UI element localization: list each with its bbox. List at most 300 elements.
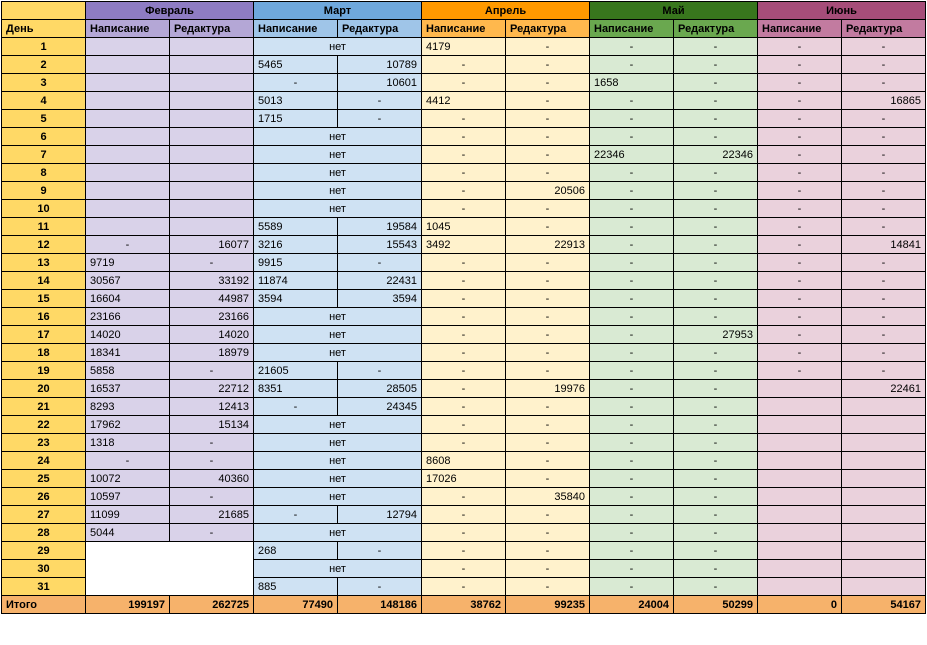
no-data-cell[interactable]: нет xyxy=(254,434,422,452)
write-cell-jun[interactable] xyxy=(758,560,842,578)
edit-cell-jun[interactable]: - xyxy=(842,254,926,272)
write-cell-mar[interactable]: 885 xyxy=(254,578,338,596)
subheader-edit-jun[interactable]: Редактура xyxy=(842,20,926,38)
write-cell-jun[interactable]: - xyxy=(758,146,842,164)
write-cell-jun[interactable] xyxy=(758,578,842,596)
edit-cell-jun[interactable] xyxy=(842,560,926,578)
edit-cell-feb[interactable]: 33192 xyxy=(170,272,254,290)
edit-cell-may[interactable]: - xyxy=(674,470,758,488)
write-cell-apr[interactable]: - xyxy=(422,380,506,398)
edit-cell-jun[interactable]: - xyxy=(842,308,926,326)
write-cell-may[interactable]: - xyxy=(590,200,674,218)
edit-cell-jun[interactable]: - xyxy=(842,128,926,146)
write-cell-feb[interactable]: 9719 xyxy=(86,254,170,272)
edit-cell-mar[interactable]: 10789 xyxy=(338,56,422,74)
write-cell-may[interactable]: - xyxy=(590,524,674,542)
total-edit-may[interactable]: 50299 xyxy=(674,596,758,614)
write-cell-feb[interactable]: 30567 xyxy=(86,272,170,290)
write-cell-apr[interactable]: - xyxy=(422,272,506,290)
edit-cell-feb[interactable] xyxy=(170,218,254,236)
edit-cell-mar[interactable]: 28505 xyxy=(338,380,422,398)
write-cell-mar[interactable]: 5013 xyxy=(254,92,338,110)
day-cell[interactable]: 14 xyxy=(2,272,86,290)
edit-cell-may[interactable]: - xyxy=(674,110,758,128)
write-cell-apr[interactable]: - xyxy=(422,56,506,74)
write-cell-jun[interactable] xyxy=(758,398,842,416)
no-data-cell[interactable]: нет xyxy=(254,452,422,470)
day-cell[interactable]: 4 xyxy=(2,92,86,110)
write-cell-apr[interactable]: - xyxy=(422,524,506,542)
write-cell-may[interactable]: - xyxy=(590,236,674,254)
edit-cell-feb[interactable]: 44987 xyxy=(170,290,254,308)
day-cell[interactable]: 29 xyxy=(2,542,86,560)
edit-cell-apr[interactable]: - xyxy=(506,452,590,470)
day-cell[interactable]: 22 xyxy=(2,416,86,434)
write-cell-feb[interactable] xyxy=(86,110,170,128)
edit-cell-apr[interactable]: - xyxy=(506,38,590,56)
edit-cell-feb[interactable]: 12413 xyxy=(170,398,254,416)
no-data-cell[interactable]: нет xyxy=(254,38,422,56)
write-cell-feb[interactable]: 18341 xyxy=(86,344,170,362)
edit-cell-may[interactable]: - xyxy=(674,164,758,182)
write-cell-apr[interactable]: - xyxy=(422,362,506,380)
edit-cell-mar[interactable]: - xyxy=(338,92,422,110)
edit-cell-apr[interactable]: - xyxy=(506,344,590,362)
day-cell[interactable]: 9 xyxy=(2,182,86,200)
edit-cell-apr[interactable]: - xyxy=(506,74,590,92)
write-cell-may[interactable]: - xyxy=(590,254,674,272)
write-cell-jun[interactable]: - xyxy=(758,254,842,272)
write-cell-apr[interactable]: - xyxy=(422,506,506,524)
edit-cell-feb[interactable]: 23166 xyxy=(170,308,254,326)
day-cell[interactable]: 27 xyxy=(2,506,86,524)
month-header-mar[interactable]: Март xyxy=(254,2,422,20)
month-header-jun[interactable]: Июнь xyxy=(758,2,926,20)
day-cell[interactable]: 16 xyxy=(2,308,86,326)
edit-cell-feb[interactable]: 22712 xyxy=(170,380,254,398)
no-data-cell[interactable]: нет xyxy=(254,326,422,344)
day-cell[interactable]: 25 xyxy=(2,470,86,488)
edit-cell-apr[interactable]: - xyxy=(506,326,590,344)
edit-cell-feb[interactable]: 21685 xyxy=(170,506,254,524)
write-cell-mar[interactable]: 5465 xyxy=(254,56,338,74)
edit-cell-feb[interactable] xyxy=(170,200,254,218)
edit-cell-feb[interactable]: - xyxy=(170,524,254,542)
write-cell-jun[interactable] xyxy=(758,488,842,506)
write-cell-feb[interactable] xyxy=(86,92,170,110)
write-cell-feb[interactable] xyxy=(86,164,170,182)
edit-cell-feb[interactable] xyxy=(170,92,254,110)
edit-cell-apr[interactable]: 35840 xyxy=(506,488,590,506)
write-cell-jun[interactable]: - xyxy=(758,218,842,236)
write-cell-feb[interactable]: 8293 xyxy=(86,398,170,416)
edit-cell-may[interactable]: - xyxy=(674,524,758,542)
write-cell-apr[interactable]: - xyxy=(422,434,506,452)
write-cell-jun[interactable]: - xyxy=(758,362,842,380)
total-label[interactable]: Итого xyxy=(2,596,86,614)
edit-cell-mar[interactable]: 15543 xyxy=(338,236,422,254)
day-cell[interactable]: 8 xyxy=(2,164,86,182)
write-cell-feb[interactable] xyxy=(86,146,170,164)
write-cell-jun[interactable]: - xyxy=(758,38,842,56)
write-cell-jun[interactable]: - xyxy=(758,128,842,146)
subheader-write-feb[interactable]: Написание xyxy=(86,20,170,38)
edit-cell-jun[interactable]: - xyxy=(842,272,926,290)
total-write-may[interactable]: 24004 xyxy=(590,596,674,614)
edit-cell-apr[interactable]: - xyxy=(506,542,590,560)
write-cell-mar[interactable]: 3594 xyxy=(254,290,338,308)
edit-cell-apr[interactable]: - xyxy=(506,164,590,182)
write-cell-apr[interactable]: - xyxy=(422,488,506,506)
edit-cell-mar[interactable]: - xyxy=(338,578,422,596)
edit-cell-feb[interactable]: - xyxy=(170,434,254,452)
edit-cell-may[interactable]: - xyxy=(674,362,758,380)
write-cell-may[interactable]: - xyxy=(590,290,674,308)
write-cell-apr[interactable]: - xyxy=(422,326,506,344)
no-data-cell[interactable]: нет xyxy=(254,470,422,488)
write-cell-jun[interactable]: - xyxy=(758,272,842,290)
day-cell[interactable]: 21 xyxy=(2,398,86,416)
edit-cell-jun[interactable]: - xyxy=(842,74,926,92)
edit-cell-mar[interactable]: - xyxy=(338,362,422,380)
edit-cell-jun[interactable] xyxy=(842,524,926,542)
write-cell-mar[interactable]: - xyxy=(254,74,338,92)
write-cell-feb[interactable] xyxy=(86,128,170,146)
edit-cell-may[interactable]: - xyxy=(674,344,758,362)
write-cell-feb[interactable] xyxy=(86,200,170,218)
day-cell[interactable]: 30 xyxy=(2,560,86,578)
write-cell-may[interactable]: - xyxy=(590,416,674,434)
write-cell-may[interactable]: - xyxy=(590,362,674,380)
total-edit-jun[interactable]: 54167 xyxy=(842,596,926,614)
write-cell-jun[interactable]: - xyxy=(758,164,842,182)
edit-cell-may[interactable]: - xyxy=(674,92,758,110)
edit-cell-mar[interactable]: 24345 xyxy=(338,398,422,416)
write-cell-may[interactable]: - xyxy=(590,56,674,74)
total-edit-apr[interactable]: 99235 xyxy=(506,596,590,614)
day-header[interactable]: День xyxy=(2,20,86,38)
edit-cell-jun[interactable]: - xyxy=(842,326,926,344)
no-data-cell[interactable]: нет xyxy=(254,182,422,200)
write-cell-may[interactable]: - xyxy=(590,542,674,560)
edit-cell-may[interactable]: - xyxy=(674,560,758,578)
edit-cell-apr[interactable]: - xyxy=(506,398,590,416)
no-data-cell[interactable]: нет xyxy=(254,128,422,146)
edit-cell-jun[interactable]: - xyxy=(842,56,926,74)
write-cell-jun[interactable]: - xyxy=(758,308,842,326)
edit-cell-jun[interactable] xyxy=(842,578,926,596)
write-cell-apr[interactable]: - xyxy=(422,542,506,560)
write-cell-may[interactable]: - xyxy=(590,434,674,452)
edit-cell-jun[interactable]: - xyxy=(842,164,926,182)
edit-cell-jun[interactable]: - xyxy=(842,290,926,308)
edit-cell-feb[interactable] xyxy=(170,164,254,182)
write-cell-jun[interactable]: - xyxy=(758,182,842,200)
write-cell-apr[interactable]: - xyxy=(422,128,506,146)
no-data-cell[interactable]: нет xyxy=(254,416,422,434)
total-write-jun[interactable]: 0 xyxy=(758,596,842,614)
write-cell-jun[interactable]: - xyxy=(758,74,842,92)
edit-cell-jun[interactable]: - xyxy=(842,344,926,362)
empty-area-feb[interactable] xyxy=(86,542,254,596)
edit-cell-jun[interactable]: - xyxy=(842,182,926,200)
edit-cell-may[interactable]: - xyxy=(674,488,758,506)
edit-cell-feb[interactable]: 15134 xyxy=(170,416,254,434)
write-cell-jun[interactable] xyxy=(758,380,842,398)
edit-cell-apr[interactable]: - xyxy=(506,92,590,110)
day-cell[interactable]: 15 xyxy=(2,290,86,308)
write-cell-feb[interactable]: 10597 xyxy=(86,488,170,506)
write-cell-may[interactable]: - xyxy=(590,398,674,416)
write-cell-may[interactable]: 1658 xyxy=(590,74,674,92)
write-cell-feb[interactable]: 5044 xyxy=(86,524,170,542)
edit-cell-apr[interactable]: - xyxy=(506,200,590,218)
edit-cell-apr[interactable]: - xyxy=(506,272,590,290)
day-cell[interactable]: 20 xyxy=(2,380,86,398)
write-cell-may[interactable]: - xyxy=(590,92,674,110)
no-data-cell[interactable]: нет xyxy=(254,488,422,506)
write-cell-apr[interactable]: - xyxy=(422,182,506,200)
write-cell-apr[interactable]: - xyxy=(422,200,506,218)
write-cell-apr[interactable]: - xyxy=(422,344,506,362)
edit-cell-mar[interactable]: 19584 xyxy=(338,218,422,236)
subheader-write-jun[interactable]: Написание xyxy=(758,20,842,38)
edit-cell-apr[interactable]: - xyxy=(506,218,590,236)
edit-cell-feb[interactable] xyxy=(170,128,254,146)
write-cell-jun[interactable]: - xyxy=(758,326,842,344)
day-cell[interactable]: 26 xyxy=(2,488,86,506)
edit-cell-feb[interactable]: 14020 xyxy=(170,326,254,344)
total-write-feb[interactable]: 199197 xyxy=(86,596,170,614)
edit-cell-may[interactable]: - xyxy=(674,272,758,290)
no-data-cell[interactable]: нет xyxy=(254,344,422,362)
write-cell-may[interactable]: - xyxy=(590,452,674,470)
day-cell[interactable]: 5 xyxy=(2,110,86,128)
write-cell-jun[interactable] xyxy=(758,416,842,434)
edit-cell-apr[interactable]: - xyxy=(506,362,590,380)
edit-cell-may[interactable]: - xyxy=(674,200,758,218)
write-cell-apr[interactable]: - xyxy=(422,398,506,416)
total-edit-feb[interactable]: 262725 xyxy=(170,596,254,614)
edit-cell-feb[interactable]: 16077 xyxy=(170,236,254,254)
write-cell-feb[interactable]: 16604 xyxy=(86,290,170,308)
edit-cell-feb[interactable] xyxy=(170,182,254,200)
edit-cell-apr[interactable]: - xyxy=(506,128,590,146)
write-cell-apr[interactable]: - xyxy=(422,110,506,128)
write-cell-jun[interactable] xyxy=(758,506,842,524)
total-edit-mar[interactable]: 148186 xyxy=(338,596,422,614)
edit-cell-jun[interactable] xyxy=(842,488,926,506)
write-cell-mar[interactable]: - xyxy=(254,506,338,524)
corner-cell[interactable] xyxy=(2,2,86,20)
edit-cell-feb[interactable] xyxy=(170,110,254,128)
write-cell-may[interactable]: - xyxy=(590,272,674,290)
edit-cell-jun[interactable]: 22461 xyxy=(842,380,926,398)
day-cell[interactable]: 12 xyxy=(2,236,86,254)
edit-cell-jun[interactable] xyxy=(842,542,926,560)
day-cell[interactable]: 1 xyxy=(2,38,86,56)
write-cell-feb[interactable]: - xyxy=(86,236,170,254)
edit-cell-jun[interactable] xyxy=(842,416,926,434)
edit-cell-jun[interactable] xyxy=(842,470,926,488)
write-cell-jun[interactable]: - xyxy=(758,344,842,362)
edit-cell-may[interactable]: - xyxy=(674,218,758,236)
write-cell-jun[interactable] xyxy=(758,452,842,470)
edit-cell-jun[interactable] xyxy=(842,506,926,524)
edit-cell-feb[interactable]: - xyxy=(170,362,254,380)
day-cell[interactable]: 18 xyxy=(2,344,86,362)
write-cell-jun[interactable]: - xyxy=(758,56,842,74)
write-cell-feb[interactable]: 17962 xyxy=(86,416,170,434)
edit-cell-apr[interactable]: - xyxy=(506,146,590,164)
edit-cell-apr[interactable]: 22913 xyxy=(506,236,590,254)
edit-cell-may[interactable]: - xyxy=(674,128,758,146)
write-cell-jun[interactable] xyxy=(758,542,842,560)
edit-cell-feb[interactable]: - xyxy=(170,452,254,470)
subheader-edit-feb[interactable]: Редактура xyxy=(170,20,254,38)
edit-cell-may[interactable]: 22346 xyxy=(674,146,758,164)
write-cell-jun[interactable]: - xyxy=(758,200,842,218)
write-cell-may[interactable]: - xyxy=(590,128,674,146)
write-cell-may[interactable]: - xyxy=(590,380,674,398)
no-data-cell[interactable]: нет xyxy=(254,524,422,542)
write-cell-jun[interactable]: - xyxy=(758,236,842,254)
write-cell-feb[interactable]: 11099 xyxy=(86,506,170,524)
edit-cell-apr[interactable]: 20506 xyxy=(506,182,590,200)
edit-cell-mar[interactable]: - xyxy=(338,542,422,560)
edit-cell-may[interactable]: - xyxy=(674,290,758,308)
write-cell-may[interactable]: - xyxy=(590,344,674,362)
edit-cell-mar[interactable]: - xyxy=(338,254,422,272)
day-cell[interactable]: 11 xyxy=(2,218,86,236)
write-cell-apr[interactable]: 8608 xyxy=(422,452,506,470)
write-cell-feb[interactable]: 5858 xyxy=(86,362,170,380)
write-cell-mar[interactable]: 21605 xyxy=(254,362,338,380)
edit-cell-may[interactable]: - xyxy=(674,542,758,560)
edit-cell-apr[interactable]: - xyxy=(506,560,590,578)
write-cell-mar[interactable]: 5589 xyxy=(254,218,338,236)
day-cell[interactable]: 6 xyxy=(2,128,86,146)
edit-cell-may[interactable]: - xyxy=(674,182,758,200)
write-cell-may[interactable]: - xyxy=(590,38,674,56)
subheader-edit-apr[interactable]: Редактура xyxy=(506,20,590,38)
edit-cell-apr[interactable]: - xyxy=(506,110,590,128)
write-cell-may[interactable]: - xyxy=(590,182,674,200)
write-cell-feb[interactable] xyxy=(86,56,170,74)
edit-cell-apr[interactable]: - xyxy=(506,470,590,488)
write-cell-feb[interactable]: 1318 xyxy=(86,434,170,452)
day-cell[interactable]: 10 xyxy=(2,200,86,218)
edit-cell-may[interactable]: - xyxy=(674,38,758,56)
subheader-edit-mar[interactable]: Редактура xyxy=(338,20,422,38)
write-cell-may[interactable]: - xyxy=(590,488,674,506)
write-cell-mar[interactable]: 268 xyxy=(254,542,338,560)
edit-cell-apr[interactable]: - xyxy=(506,578,590,596)
write-cell-jun[interactable] xyxy=(758,434,842,452)
edit-cell-jun[interactable]: - xyxy=(842,38,926,56)
write-cell-apr[interactable]: 4412 xyxy=(422,92,506,110)
edit-cell-may[interactable]: - xyxy=(674,380,758,398)
no-data-cell[interactable]: нет xyxy=(254,146,422,164)
day-cell[interactable]: 28 xyxy=(2,524,86,542)
subheader-write-may[interactable]: Написание xyxy=(590,20,674,38)
write-cell-apr[interactable]: 17026 xyxy=(422,470,506,488)
day-cell[interactable]: 13 xyxy=(2,254,86,272)
write-cell-jun[interactable] xyxy=(758,470,842,488)
no-data-cell[interactable]: нет xyxy=(254,164,422,182)
write-cell-feb[interactable] xyxy=(86,218,170,236)
edit-cell-mar[interactable]: 3594 xyxy=(338,290,422,308)
write-cell-apr[interactable]: 3492 xyxy=(422,236,506,254)
day-cell[interactable]: 24 xyxy=(2,452,86,470)
day-cell[interactable]: 2 xyxy=(2,56,86,74)
write-cell-jun[interactable]: - xyxy=(758,92,842,110)
write-cell-mar[interactable]: 9915 xyxy=(254,254,338,272)
edit-cell-apr[interactable]: 19976 xyxy=(506,380,590,398)
edit-cell-apr[interactable]: - xyxy=(506,506,590,524)
edit-cell-may[interactable]: - xyxy=(674,398,758,416)
write-cell-may[interactable]: - xyxy=(590,506,674,524)
edit-cell-feb[interactable]: 18979 xyxy=(170,344,254,362)
day-cell[interactable]: 3 xyxy=(2,74,86,92)
write-cell-may[interactable]: - xyxy=(590,164,674,182)
month-header-feb[interactable]: Февраль xyxy=(86,2,254,20)
no-data-cell[interactable]: нет xyxy=(254,308,422,326)
write-cell-may[interactable]: - xyxy=(590,218,674,236)
day-cell[interactable]: 7 xyxy=(2,146,86,164)
total-write-apr[interactable]: 38762 xyxy=(422,596,506,614)
no-data-cell[interactable]: нет xyxy=(254,200,422,218)
write-cell-may[interactable]: - xyxy=(590,110,674,128)
edit-cell-feb[interactable]: - xyxy=(170,488,254,506)
edit-cell-may[interactable]: 27953 xyxy=(674,326,758,344)
write-cell-apr[interactable]: - xyxy=(422,74,506,92)
day-cell[interactable]: 17 xyxy=(2,326,86,344)
edit-cell-may[interactable]: - xyxy=(674,578,758,596)
edit-cell-jun[interactable]: - xyxy=(842,200,926,218)
edit-cell-mar[interactable]: 10601 xyxy=(338,74,422,92)
edit-cell-feb[interactable] xyxy=(170,38,254,56)
edit-cell-apr[interactable]: - xyxy=(506,416,590,434)
write-cell-feb[interactable]: 14020 xyxy=(86,326,170,344)
write-cell-apr[interactable]: 1045 xyxy=(422,218,506,236)
write-cell-mar[interactable]: 8351 xyxy=(254,380,338,398)
edit-cell-apr[interactable]: - xyxy=(506,290,590,308)
edit-cell-jun[interactable]: - xyxy=(842,362,926,380)
edit-cell-jun[interactable] xyxy=(842,452,926,470)
edit-cell-may[interactable]: - xyxy=(674,236,758,254)
write-cell-apr[interactable]: - xyxy=(422,146,506,164)
subheader-edit-may[interactable]: Редактура xyxy=(674,20,758,38)
write-cell-feb[interactable] xyxy=(86,38,170,56)
edit-cell-feb[interactable]: - xyxy=(170,254,254,272)
edit-cell-feb[interactable] xyxy=(170,146,254,164)
write-cell-may[interactable]: - xyxy=(590,578,674,596)
write-cell-apr[interactable]: 4179 xyxy=(422,38,506,56)
edit-cell-jun[interactable] xyxy=(842,398,926,416)
write-cell-apr[interactable]: - xyxy=(422,164,506,182)
write-cell-feb[interactable]: - xyxy=(86,452,170,470)
write-cell-may[interactable]: - xyxy=(590,560,674,578)
write-cell-mar[interactable]: - xyxy=(254,398,338,416)
subheader-write-mar[interactable]: Написание xyxy=(254,20,338,38)
write-cell-apr[interactable]: - xyxy=(422,560,506,578)
edit-cell-jun[interactable]: 14841 xyxy=(842,236,926,254)
write-cell-mar[interactable]: 11874 xyxy=(254,272,338,290)
write-cell-apr[interactable]: - xyxy=(422,290,506,308)
edit-cell-may[interactable]: - xyxy=(674,452,758,470)
edit-cell-may[interactable]: - xyxy=(674,308,758,326)
